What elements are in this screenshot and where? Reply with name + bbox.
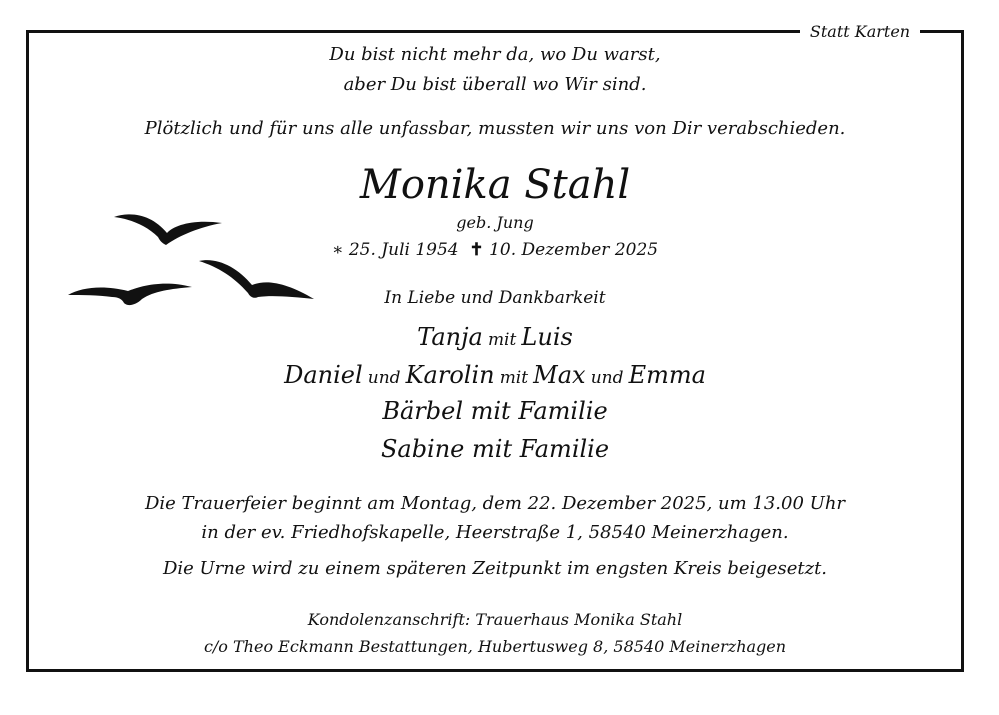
intro-text: Plötzlich und für uns alle unfassbar, mussten wir uns von Dir verabschieden. <box>144 118 846 139</box>
address-line-1: Kondolenzanschrift: Trauerhaus Monika Stahl <box>307 610 683 629</box>
death-date: 10. Dezember 2025 <box>489 240 659 260</box>
verse-line-1: Du bist nicht mehr da, wo Du warst, <box>329 44 661 65</box>
mourner-name: Max <box>533 361 586 389</box>
bird-2 <box>199 260 314 299</box>
address-line-2: c/o Theo Eckmann Bestattungen, Hubertusweg 8, 58540 Meinerzhagen <box>203 637 787 656</box>
maiden-name: geb. Jung <box>456 213 534 232</box>
mourner-line-4: Sabine mit Familie <box>380 435 610 463</box>
mourner-name: Karolin <box>405 361 495 389</box>
connector-word: mit <box>487 330 517 350</box>
connector-word: und <box>367 368 401 388</box>
deceased-name: Monika Stahl <box>359 162 631 208</box>
ceremony-line-3: Die Urne wird zu einem späteren Zeitpunkt im engsten Kreis beigesetzt. <box>162 558 828 579</box>
connector-word: und <box>590 368 624 388</box>
mourner-line-3: Bärbel mit Familie <box>382 397 608 425</box>
statt-karten-label: Statt Karten <box>800 20 920 44</box>
birds-icon <box>62 205 322 315</box>
verse-line-2: aber Du bist überall wo Wir sind. <box>343 74 647 95</box>
mourner-line-2 <box>30 361 960 389</box>
mourner-name: Tanja <box>417 323 483 351</box>
bird-1 <box>114 214 222 245</box>
bird-3 <box>68 284 192 306</box>
mourner-name: Daniel <box>284 361 363 389</box>
connector-word: mit <box>499 368 529 388</box>
mourner-name: Luis <box>521 323 573 351</box>
birth-star-icon: ∗ <box>331 240 344 260</box>
gratitude-line: In Liebe und Dankbarkeit <box>384 288 606 308</box>
ceremony-line-2: in der ev. Friedhofskapelle, Heerstraße 1, 58540 Meinerzhagen. <box>201 522 789 543</box>
birth-date: 25. Juli 1954 <box>348 240 459 260</box>
cross-icon: ✝ <box>469 240 484 260</box>
ceremony-line-1: Die Trauerfeier beginnt am Montag, dem 22. Dezember 2025, um 13.00 Uhr <box>144 493 846 514</box>
mourner-line-1 <box>30 323 960 351</box>
mourner-name: Emma <box>628 361 706 389</box>
